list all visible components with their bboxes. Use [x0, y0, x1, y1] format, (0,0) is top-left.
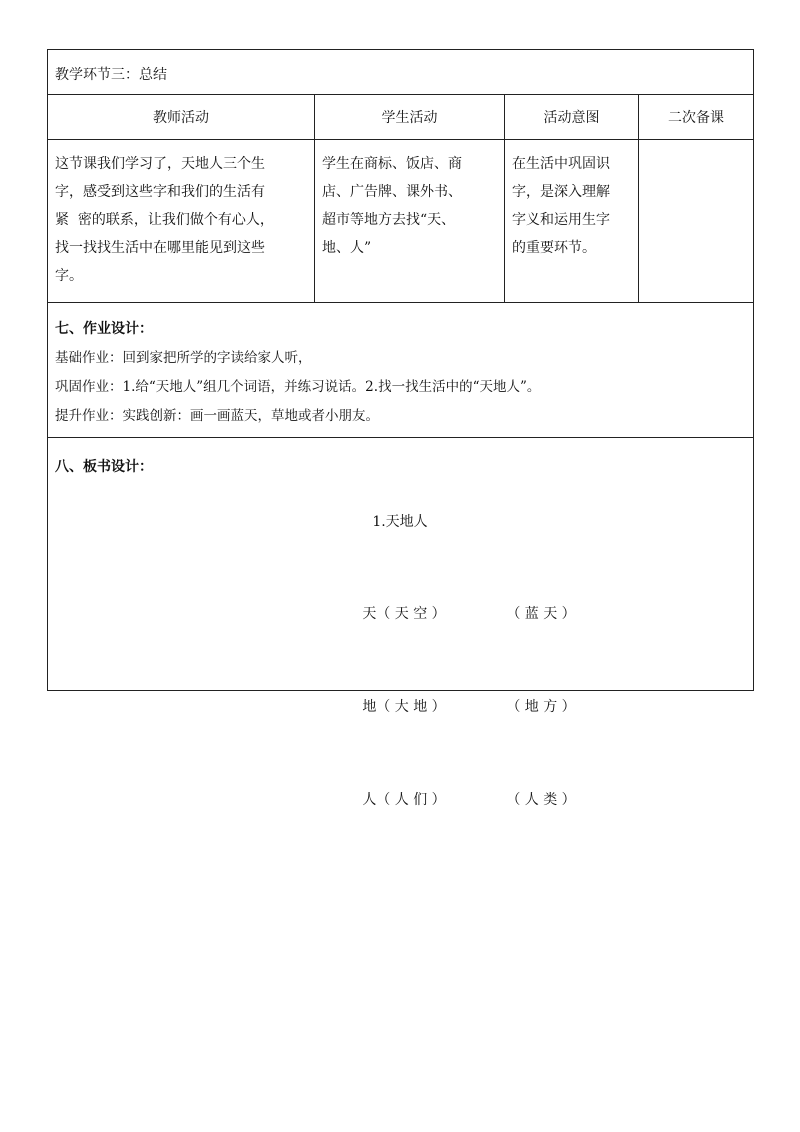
teacher-line: 这节课我们学习了，天地人三个生: [55, 156, 265, 172]
header-intent: 活动意图: [505, 95, 639, 140]
intent-line: 字，是深入理解: [512, 184, 610, 200]
board-title: 八、板书设计：: [55, 459, 153, 475]
teacher-line: 紧 密的联系，让我们做个有心人，: [55, 212, 274, 228]
student-line: 地、人”: [322, 240, 372, 256]
section3-title-cell: [48, 50, 754, 95]
teacher-line: 字，感受到这些字和我们的生活有: [55, 184, 265, 200]
board-line-right: （ 地 方 ）: [506, 699, 576, 715]
board-line-right: （ 人 类 ）: [506, 792, 576, 808]
student-line: 店、广告牌、课外书、: [322, 184, 462, 200]
board-lesson-title: 1.天地人: [372, 514, 428, 530]
homework-line: 提升作业：实践创新：画一画蓝天，草地或者小朋友。: [55, 408, 379, 424]
lesson-plan-table: [47, 49, 754, 808]
section3-title: 教学环节三：总结: [55, 67, 167, 83]
board-word-list: [300, 568, 576, 847]
board-line-right: （ 蓝 天 ）: [506, 606, 576, 622]
board-line-left: 人（ 人 们 ）: [362, 792, 446, 808]
board-line: [300, 568, 576, 661]
teacher-activity-cell: [48, 140, 315, 303]
board-design-cell: [48, 438, 754, 808]
student-activity-cell: [315, 140, 505, 303]
header-teacher: 教师活动: [48, 95, 315, 140]
board-line: [300, 661, 576, 754]
student-line: 学生在商标、饭店、商: [322, 156, 462, 172]
board-line: [300, 754, 576, 847]
student-line: 超市等地方去找“天、: [322, 212, 456, 228]
intent-line: 的重要环节。: [512, 240, 596, 256]
homework-line: 基础作业：回到家把所学的字读给家人听，: [55, 350, 312, 366]
intent-cell: [505, 140, 639, 303]
intent-line: 在生活中巩固识: [512, 156, 610, 172]
teacher-line: 字。: [55, 268, 83, 284]
intent-line: 字义和运用生字: [512, 212, 610, 228]
homework-line: 巩固作业：1.给“天地人”组几个词语，并练习说话。2.找一找生活中的“天地人”。: [55, 379, 541, 395]
board-line-left: 天（ 天 空 ）: [362, 606, 446, 622]
board-line-left: 地（ 大 地 ）: [362, 699, 446, 715]
homework-cell: [48, 303, 754, 438]
homework-title: 七、作业设计：: [55, 321, 153, 337]
header-student: 学生活动: [315, 95, 505, 140]
second-prep-cell: [639, 140, 754, 303]
teacher-line: 找一找找生活中在哪里能见到这些: [55, 240, 265, 256]
header-second: 二次备课: [639, 95, 754, 140]
